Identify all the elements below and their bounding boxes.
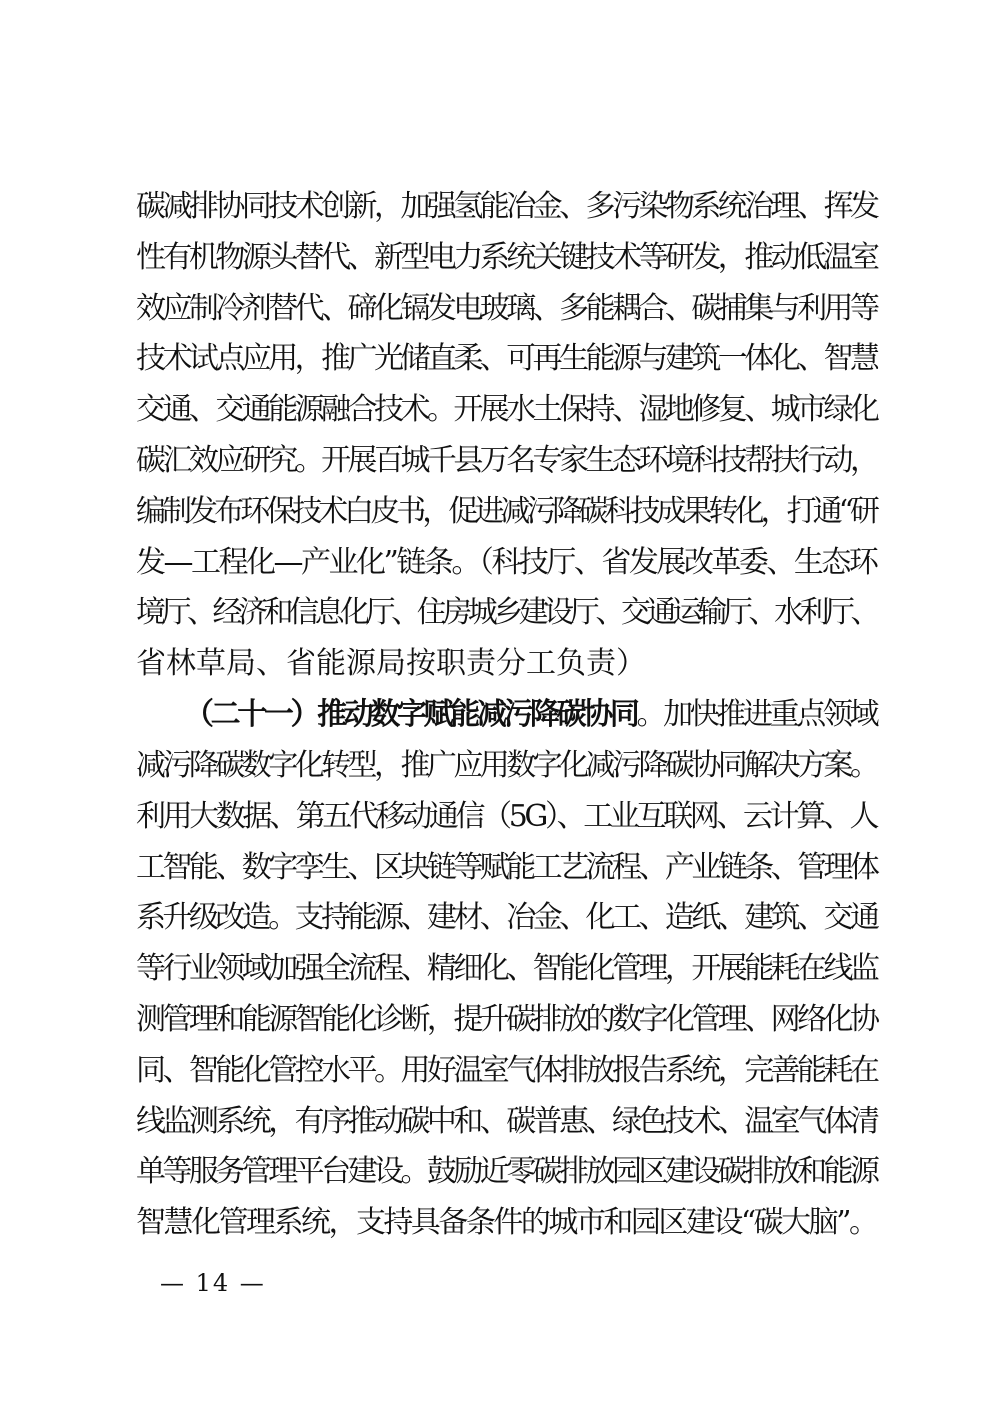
paragraph-line: 等行业领域加强全流程、精细化、智能化管理，开展能耗在线监 — [136, 951, 876, 986]
paragraph-line: 技术试点应用，推广光储直柔、可再生能源与建筑一体化、智慧 — [136, 341, 876, 376]
paragraph-line: 同、智能化管控水平。用好温室气体排放报告系统，完善能耗在 — [136, 1053, 876, 1088]
paragraph-line: 交通、交通能源融合技术。开展水土保持、湿地修复、城市绿化 — [136, 392, 876, 427]
paragraph-line: 测管理和能源智能化诊断，提升碳排放的数字化管理、网络化协 — [136, 1002, 876, 1037]
section-first-line-rest: 。加快推进重点领域 — [636, 697, 877, 732]
paragraph-line: 智慧化管理系统，支持具备条件的城市和园区建设“碳大脑”。 — [136, 1205, 876, 1240]
paragraph-line: 工智能、数字孪生、区块链等赋能工艺流程、产业链条、管理体 — [136, 850, 876, 885]
paragraph-line: 省林草局、省能源局按职责分工负责） — [136, 646, 646, 681]
paragraph-line: 减污降碳数字化转型，推广应用数字化减污降碳协同解决方案。 — [136, 748, 876, 783]
paragraph-line: 系升级改造。支持能源、建材、冶金、化工、造纸、建筑、交通 — [136, 900, 876, 935]
paragraph-line: 碳汇效应研究。开展百城千县万名专家生态环境科技帮扶行动， — [136, 443, 876, 478]
paragraph-line: 单等服务管理平台建设。鼓励近零碳排放园区建设碳排放和能源 — [136, 1154, 876, 1189]
paragraph-line: 线监测系统，有序推动碳中和、碳普惠、绿色技术、温室气体清 — [136, 1104, 876, 1139]
paragraph-line: 性有机物源头替代、新型电力系统关键技术等研发，推动低温室 — [136, 240, 876, 275]
paragraph-line: 发—工程化—产业化”链条。（科技厅、省发展改革委、生态环 — [136, 545, 877, 580]
section-first-line — [184, 697, 876, 733]
paragraph-line: 碳减排协同技术创新，加强氢能冶金、多污染物系统治理、挥发 — [136, 189, 876, 224]
paragraph-line: 境厅、经济和信息化厅、住房城乡建设厅、交通运输厅、水利厅、 — [136, 595, 876, 630]
page-number: — 14 — — [160, 1269, 266, 1297]
paragraph-line: 利用大数据、第五代移动通信（5G）、工业互联网、云计算、人 — [136, 799, 876, 834]
paragraph-line: 编制发布环保技术白皮书，促进减污降碳科技成果转化，打通“研 — [136, 494, 876, 529]
section-heading: （二十一）推动数字赋能减污降碳协同 — [184, 697, 637, 732]
paragraph-line: 效应制冷剂替代、碲化镉发电玻璃、多能耦合、碳捕集与利用等 — [136, 291, 876, 326]
